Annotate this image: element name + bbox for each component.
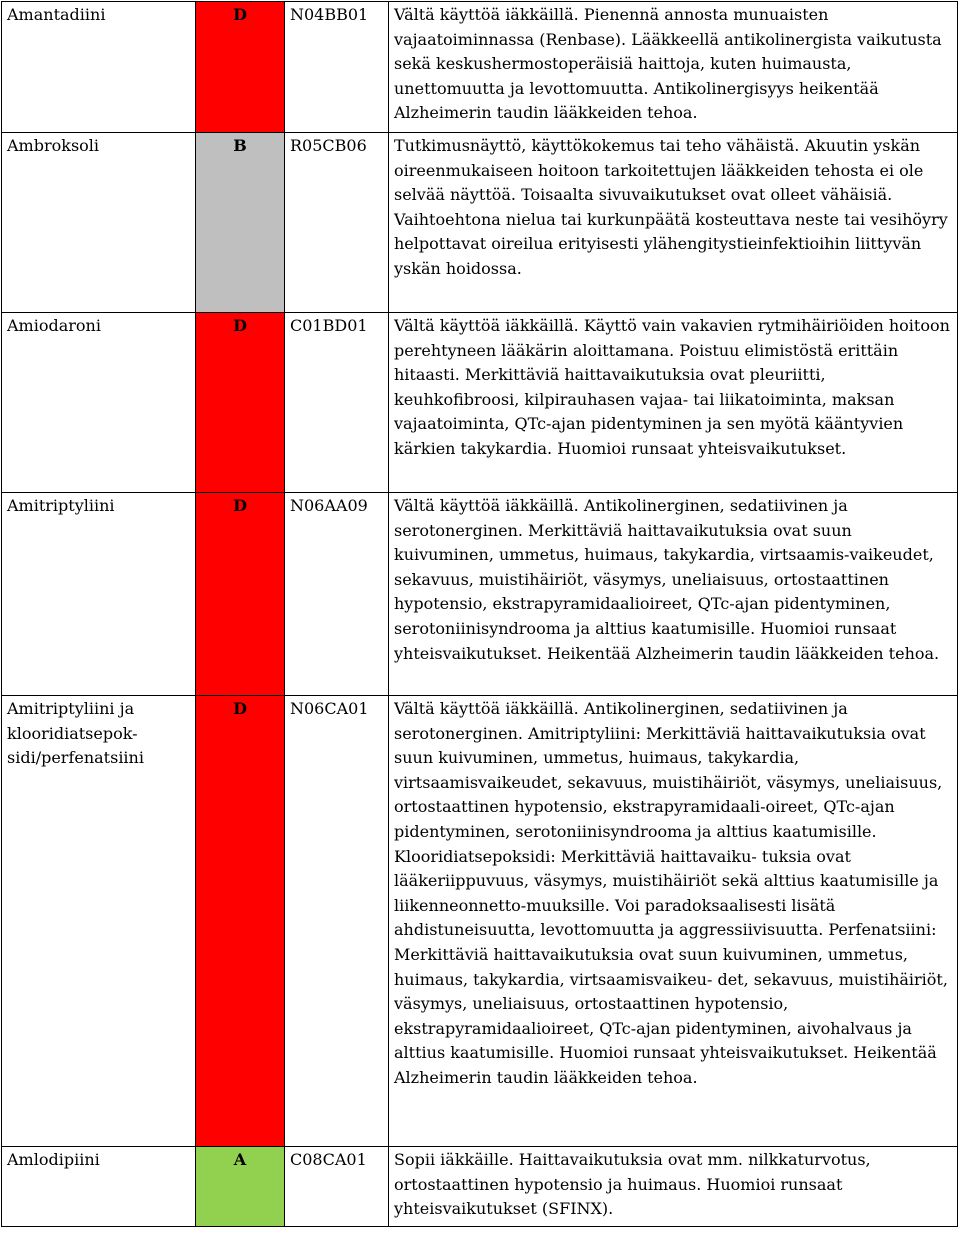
atc-code: C01BD01 bbox=[285, 313, 389, 493]
drug-description: Vältä käyttöä iäkkäillä. Käyttö vain vakavien rytmihäiriöiden hoitoon perehtyneen lääkärin aloittamana. Poistuu elimistöstä erittäin hitaasti. Merkittäviä haittavaikutuksia ovat pleuriitti, keuhkofibroosi, kilpirauhasen vajaa- tai liikatoiminta, maksan vajaatoiminta, QTc-ajan pidentyminen ja sen myötä kääntyvien kärkien takykardia. Huomioi runsaat yhteisvaikutukset. bbox=[389, 313, 958, 493]
table-row bbox=[2, 313, 958, 493]
atc-code: N04BB01 bbox=[285, 2, 389, 133]
class-badge: D bbox=[196, 313, 285, 493]
drug-name: Amantadiini bbox=[2, 2, 196, 133]
drug-name: Amlodipiini bbox=[2, 1147, 196, 1227]
class-badge: D bbox=[196, 696, 285, 1147]
drug-name: Amiodaroni bbox=[2, 313, 196, 493]
table-row bbox=[2, 133, 958, 313]
drug-name: Amitriptyliini bbox=[2, 493, 196, 696]
class-badge: D bbox=[196, 2, 285, 133]
drug-description: Vältä käyttöä iäkkäillä. Antikolinerginen, sedatiivinen ja serotonerginen. Amitriptyliini: Merkittäviä haittavaikutuksia ovat suun kuivuminen, ummetus, huimaus, takykardia, virtsaamisvaikeudet, sekavuus, muistihäiriöt, väsymys, uneliaisuus, ortostaattinen hypotensio, ekstrapyramidaali-oireet, QTc-ajan pidentyminen, serotoniinisyndrooma ja alttius kaatumisille. Klooridiatsepoksidi: Merkittäviä haittavaiku- tuksia ovat lääkeriippuvuus, väsymys, muistihäiriöt sekä alttius kaatumisille ja liikenneonnetto-muuksille. Voi paradoksaalisesti lisätä ahdistuneisuutta, levottomuutta ja aggressiivisuutta. Perfenatsiini: Merkittäviä haittavaikutuksia ovat suun kuivuminen, ummetus, huimaus, takykardia, virtsaamisvaikeu- det, sekavuus, muistihäiriöt, väsymys, uneliaisuus, ortostaattinen hypotensio, ekstrapyramidaalioireet, QTc-ajan pidentyminen, aivohalvaus ja alttius kaatumisille. Huomioi runsaat yhteisvaikutukset. Heikentää Alzheimerin taudin lääkkeiden tehoa. bbox=[389, 696, 958, 1147]
atc-code: C08CA01 bbox=[285, 1147, 389, 1227]
drug-name: Ambroksoli bbox=[2, 133, 196, 313]
drug-description: Vältä käyttöä iäkkäillä. Pienennä annosta munuaisten vajaatoiminnassa (Renbase). Lääkkeellä antikolinergista vaikutusta sekä keskushermostoperäisiä haittoja, kuten huimausta, unettomuutta ja levottomuutta. Antikolinergisyys heikentää Alzheimerin taudin lääkkeiden tehoa. bbox=[389, 2, 958, 133]
drug-table bbox=[1, 1, 958, 1227]
table-row bbox=[2, 696, 958, 1147]
drug-name: Amitriptyliini ja klooridiatsepok-sidi/perfenatsiini bbox=[2, 696, 196, 1147]
drug-description: Vältä käyttöä iäkkäillä. Antikolinerginen, sedatiivinen ja serotonerginen. Merkittäviä haittavaikutuksia ovat suun kuivuminen, ummetus, huimaus, takykardia, virtsaamis-vaikeudet, sekavuus, muistihäiriöt, väsymys, uneliaisuus, ortostaattinen hypotensio, ekstrapyramidaalioireet, QTc-ajan pidentyminen, serotoniinisyndrooma ja alttius kaatumisille. Huomioi runsaat yhteisvaikutukset. Heikentää Alzheimerin taudin lääkkeiden tehoa. bbox=[389, 493, 958, 696]
table-row bbox=[2, 493, 958, 696]
class-badge: B bbox=[196, 133, 285, 313]
table-row bbox=[2, 2, 958, 133]
atc-code: R05CB06 bbox=[285, 133, 389, 313]
class-badge: D bbox=[196, 493, 285, 696]
drug-description: Sopii iäkkäille. Haittavaikutuksia ovat mm. nilkkaturvotus, ortostaattinen hypotensio ja huimaus. Huomioi runsaat yhteisvaikutukset (SFINX). bbox=[389, 1147, 958, 1227]
drug-description: Tutkimusnäyttö, käyttökokemus tai teho vähäistä. Akuutin yskän oireenmukaiseen hoitoon tarkoitettujen lääkkeiden tehosta ei ole selvää näyttöä. Toisaalta sivuvaikutukset ovat olleet vähäisiä. Vaihtoehtona nielua tai kurkunpäätä kosteuttava neste tai vesihöyry helpottavat oireilua erityisesti ylähengitystieinfektioihin liittyvän yskän hoidossa. bbox=[389, 133, 958, 313]
table-row bbox=[2, 1147, 958, 1227]
atc-code: N06CA01 bbox=[285, 696, 389, 1147]
class-badge: A bbox=[196, 1147, 285, 1227]
atc-code: N06AA09 bbox=[285, 493, 389, 696]
